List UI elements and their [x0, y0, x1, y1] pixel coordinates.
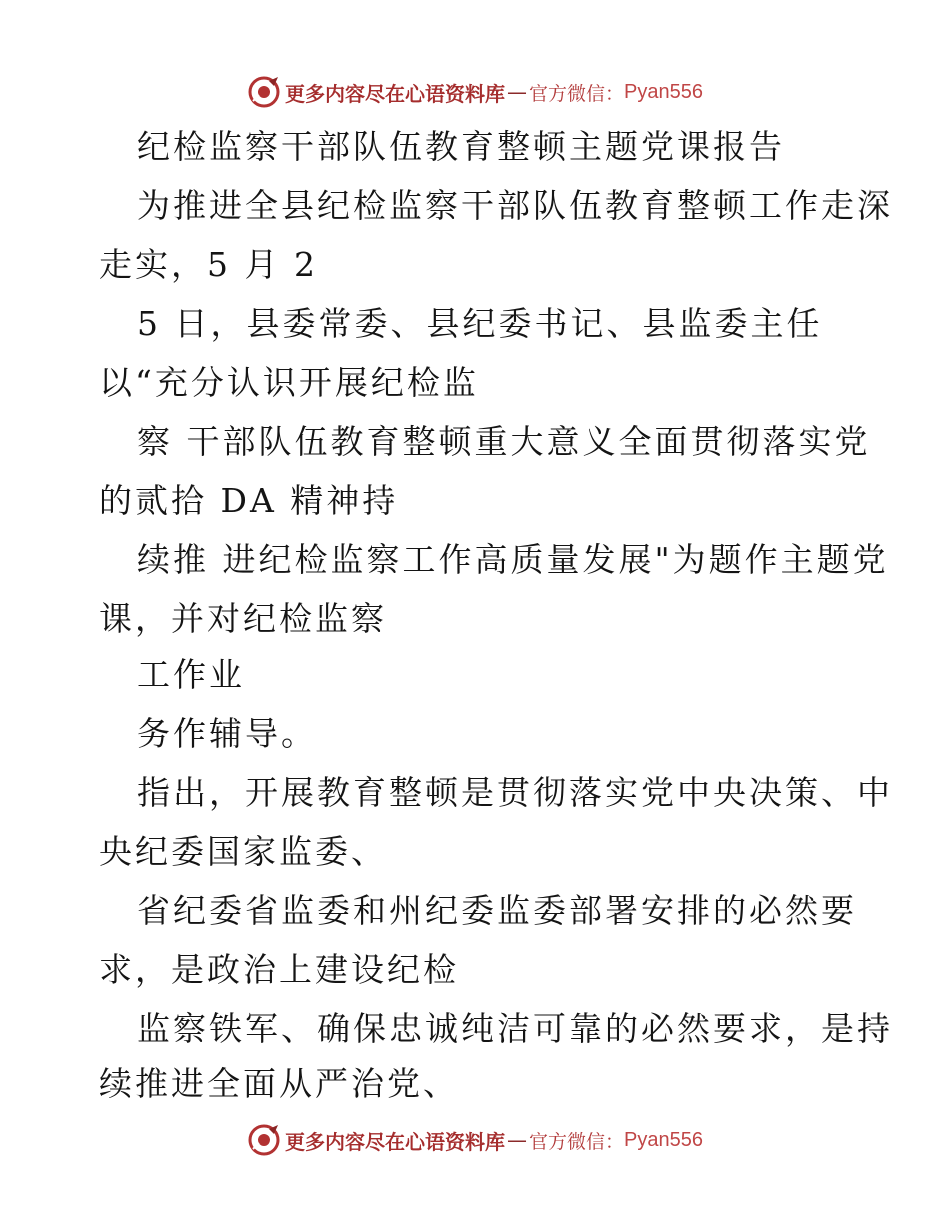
banner-handle: Pyan556 — [624, 80, 703, 103]
paragraph-line: 课，并对纪检监察 — [99, 599, 387, 638]
document-title: 纪检监察干部队伍教育整顿主题党课报告 — [137, 127, 785, 166]
paragraph-line: 5 日，县委常委、县纪委书记、县监委主任 — [137, 304, 823, 343]
paragraph-line: 走实，5 月 2 — [99, 245, 318, 284]
footer-watermark — [0, 1120, 950, 1160]
paragraph-line: 指出，开展教育整顿是贯彻落实党中央决策、中 — [137, 773, 893, 812]
paragraph-line: 省纪委省监委和州纪委监委部署安排的必然要 — [137, 891, 857, 930]
paragraph-line: 续推进全面从严治党、 — [99, 1064, 459, 1103]
banner-dash: — — [507, 80, 527, 104]
paragraph-line: 务作辅导。 — [137, 714, 317, 753]
paragraph-line: 为推进全县纪检监察干部队伍教育整顿工作走深 — [137, 186, 893, 225]
paragraph-line: 求，是政治上建设纪检 — [99, 950, 459, 989]
paragraph-line: 央纪委国家监委、 — [99, 832, 387, 871]
banner-slogan: 更多内容尽在心语资料库 — [285, 1129, 505, 1154]
banner-slogan: 更多内容尽在心语资料库 — [285, 81, 505, 106]
banner-dash: — — [507, 1128, 527, 1152]
paragraph-line: 的贰拾 DA 精神持 — [99, 481, 399, 520]
banner-contact-label: 官方微信： — [529, 1130, 625, 1153]
banner-handle: Pyan556 — [624, 1128, 703, 1151]
paragraph-line: 以“充分认识开展纪检监 — [99, 363, 479, 402]
banner-contact-label: 官方微信： — [529, 82, 625, 105]
brand-logo-icon — [247, 1123, 281, 1157]
paragraph-line: 工作业 — [137, 655, 245, 694]
paragraph-line: 监察铁军、确保忠诚纯洁可靠的必然要求，是持 — [137, 1009, 893, 1048]
paragraph-line: 察 干部队伍教育整顿重大意义全面贯彻落实党 — [137, 422, 871, 461]
paragraph-line: 续推 进纪检监察工作高质量发展"为题作主题党 — [137, 540, 889, 579]
